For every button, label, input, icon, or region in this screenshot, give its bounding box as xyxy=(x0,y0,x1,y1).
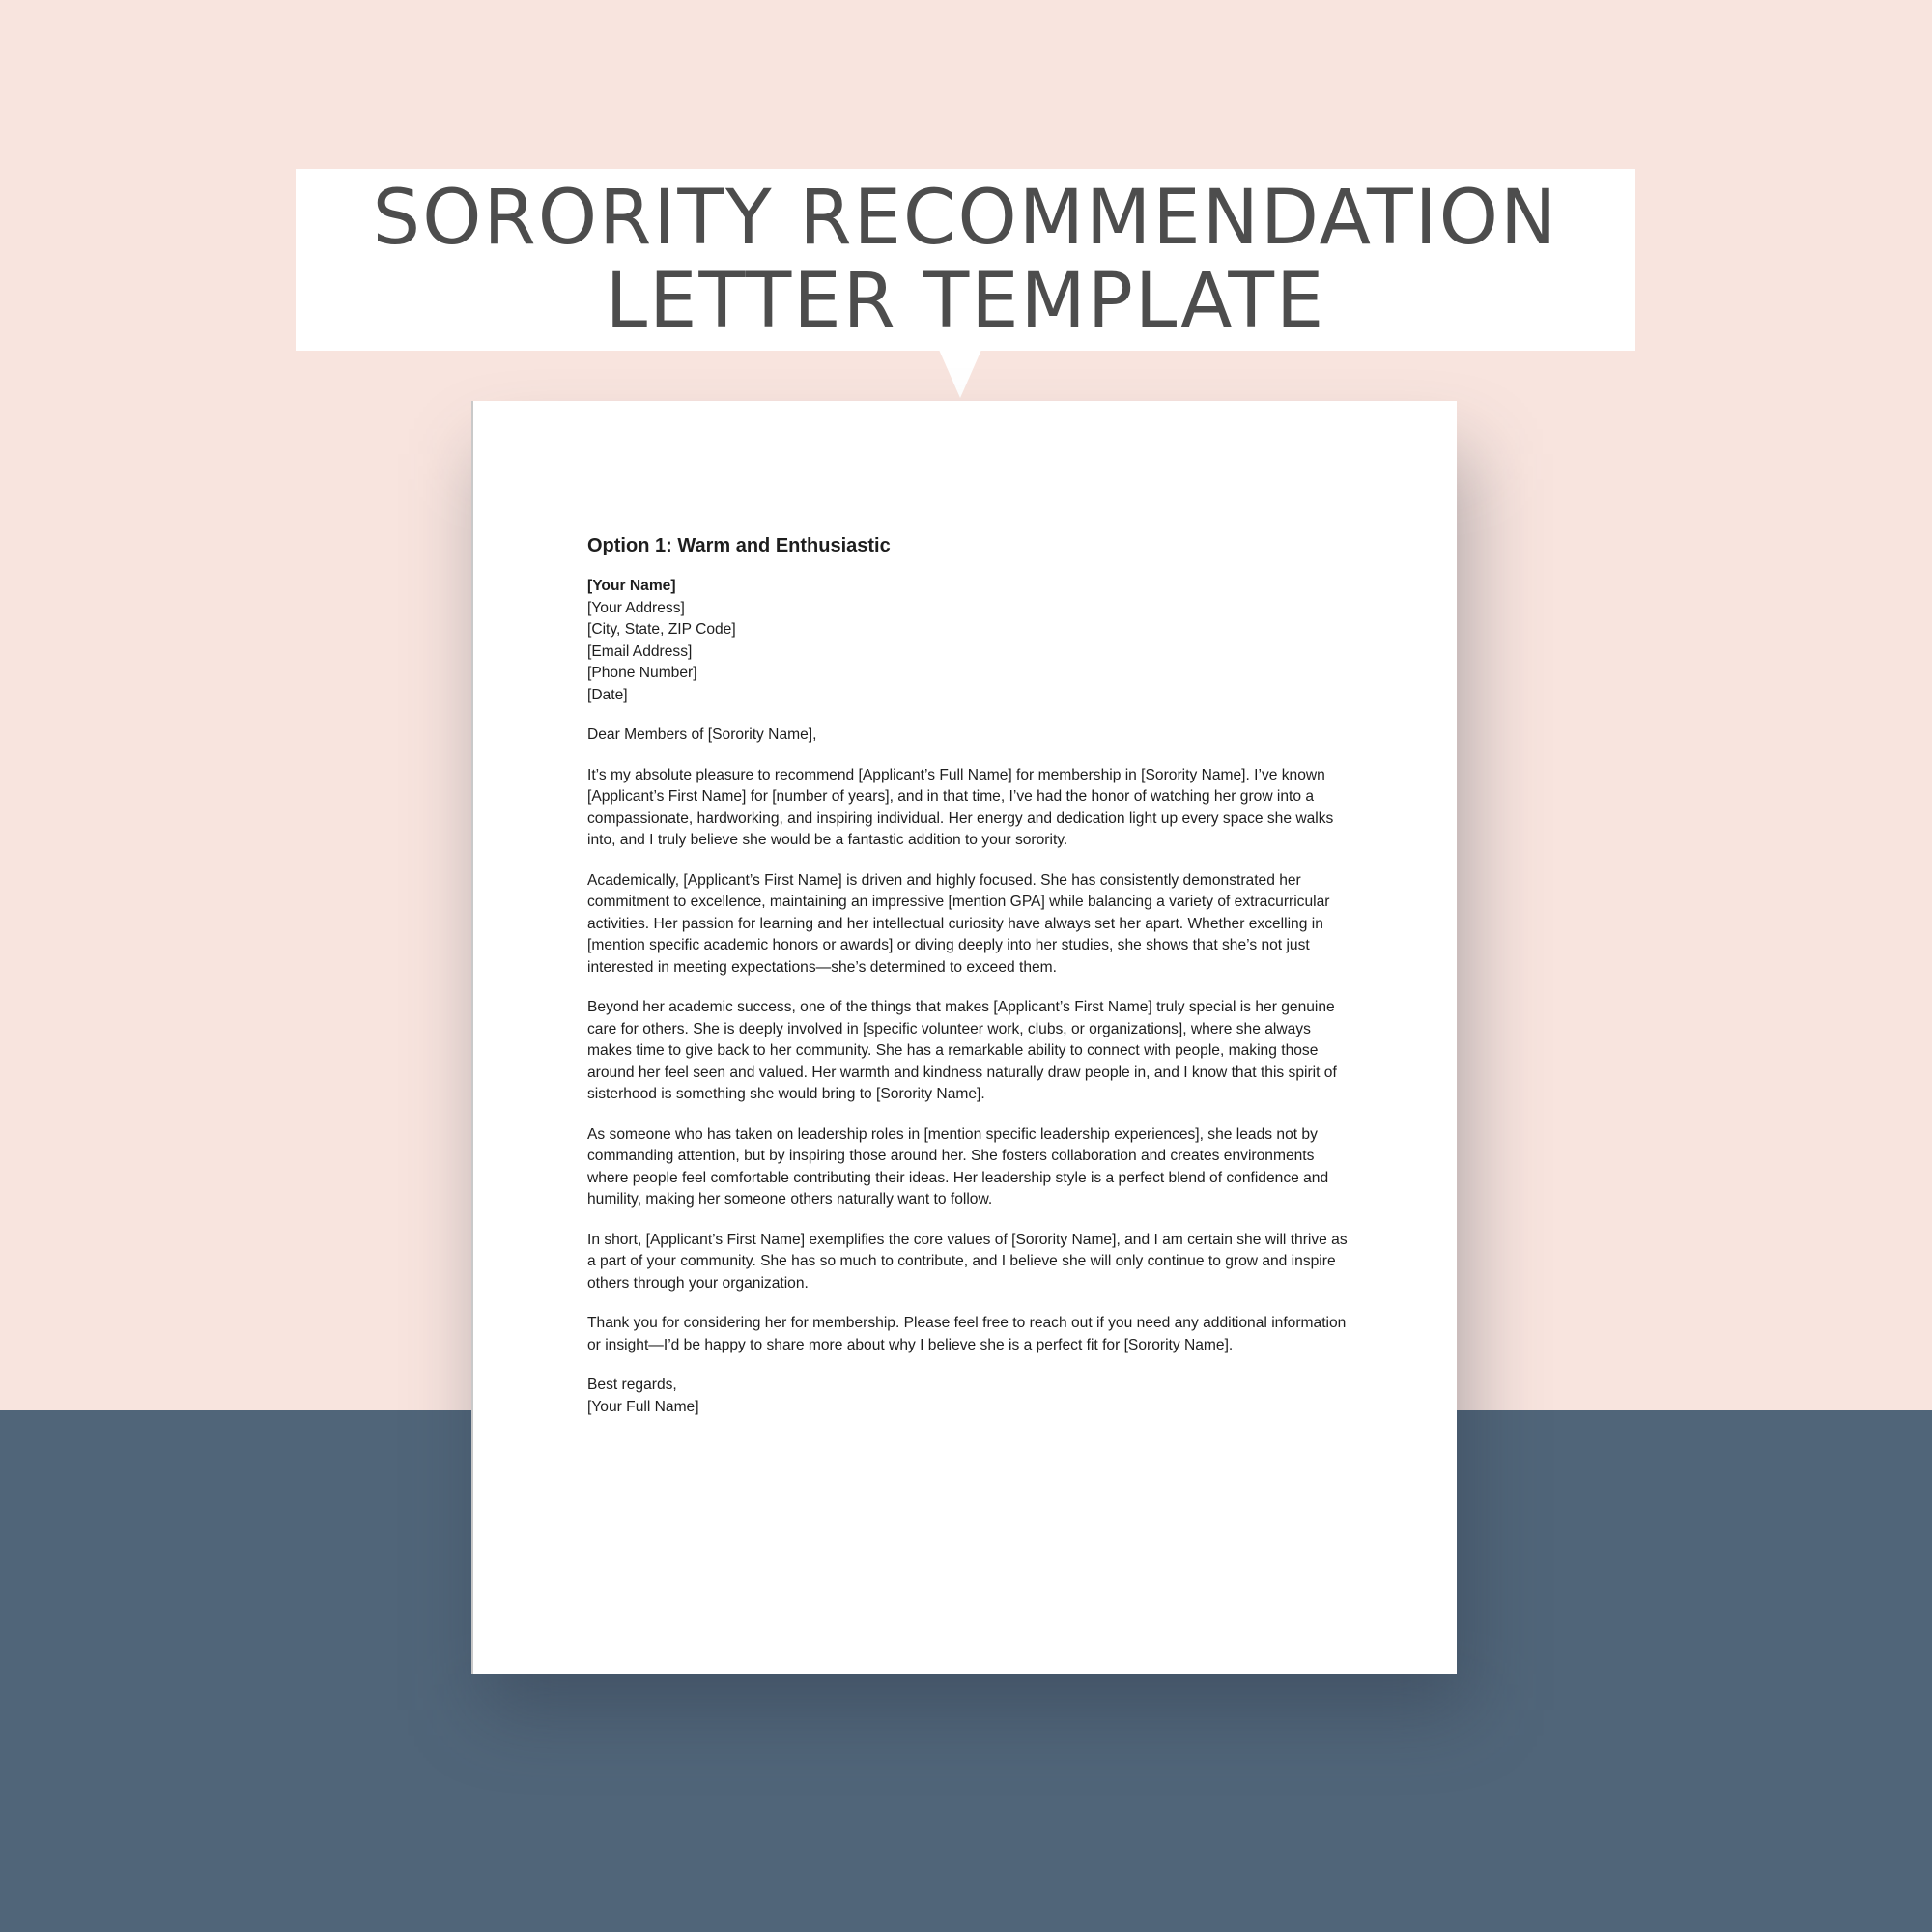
sender-name: [Your Name] xyxy=(587,578,676,594)
sender-date: [Date] xyxy=(587,686,628,703)
letter-paragraph: Beyond her academic success, one of the things that makes [Applicant’s First Name] truly special is her genuine care for others. She is deeply involved in [specific volunteer work, clubs, or organizations], where she always makes time to give back to her community. She has a remarkable ability to connect with people, making those around her feel seen and valued. Her warmth and kindness naturally draw people in, and I know that this spirit of sisterhood is something she would bring to [Sorority Name]. xyxy=(587,999,1337,1102)
document-page xyxy=(471,401,1457,1674)
closing: Best regards, xyxy=(587,1377,677,1393)
document-heading: Option 1: Warm and Enthusiastic xyxy=(587,535,891,556)
sender-phone: [Phone Number] xyxy=(587,665,697,681)
letter-paragraph: It’s my absolute pleasure to recommend [Applicant’s Full Name] for membership in [Sorority Name]. I’ve known [Applicant’s First Name] for [number of years], and in that time, I’ve had the honor of watching her grow into a compassionate, hardworking, and inspiring individual. Her energy and dedication light up every space she walks into, and I truly believe she would be a fantastic addition to your sorority. xyxy=(587,766,1334,848)
salutation: Dear Members of [Sorority Name], xyxy=(587,726,817,743)
letter-paragraph: In short, [Applicant’s First Name] exemplifies the core values of [Sorority Name], and I am certain she will thrive as a part of your community. She has so much to contribute, and I believe she will only continue to grow and inspire others through your organization. xyxy=(587,1231,1348,1292)
letter-paragraph: Thank you for considering her for membership. Please feel free to reach out if you need any additional information or insight—I’d be happy to share more about why I believe she is a perfect fit for [Sorority Name]. xyxy=(587,1315,1347,1353)
sender-city-state-zip: [City, State, ZIP Code] xyxy=(587,621,736,638)
sender-address: [Your Address] xyxy=(587,599,685,616)
letter-paragraph: As someone who has taken on leadership roles in [mention specific leadership experiences], she leads not by commanding attention, but by inspiring those around her. She fosters collaboration and creates environments where people feel comfortable contributing their ideas. Her leadership style is a perfect blend of confidence and humility, making her someone others naturally want to follow. xyxy=(587,1125,1329,1208)
document-content xyxy=(587,533,1350,1418)
title-banner-pointer xyxy=(939,350,981,398)
title-line-2: LETTER TEMPLATE xyxy=(605,258,1326,345)
title-banner xyxy=(296,169,1635,351)
letter-paragraph: Academically, [Applicant’s First Name] is driven and highly focused. She has consistently demonstrated her commitment to excellence, maintaining an impressive [mention GPA] while balancing a variety of extracurricular activities. Her passion for learning and her intellectual curiosity have always set her apart. Whether excelling in [mention specific academic honors or awards] or diving deeply into her studies, she shows that she’s not just interested in meeting expectations—she’s determined to exceed them. xyxy=(587,871,1330,976)
signature: [Your Full Name] xyxy=(587,1398,699,1415)
title-line-1: SORORITY RECOMMENDATION xyxy=(372,175,1559,262)
sender-email: [Email Address] xyxy=(587,642,693,660)
sender-block xyxy=(587,576,1350,706)
